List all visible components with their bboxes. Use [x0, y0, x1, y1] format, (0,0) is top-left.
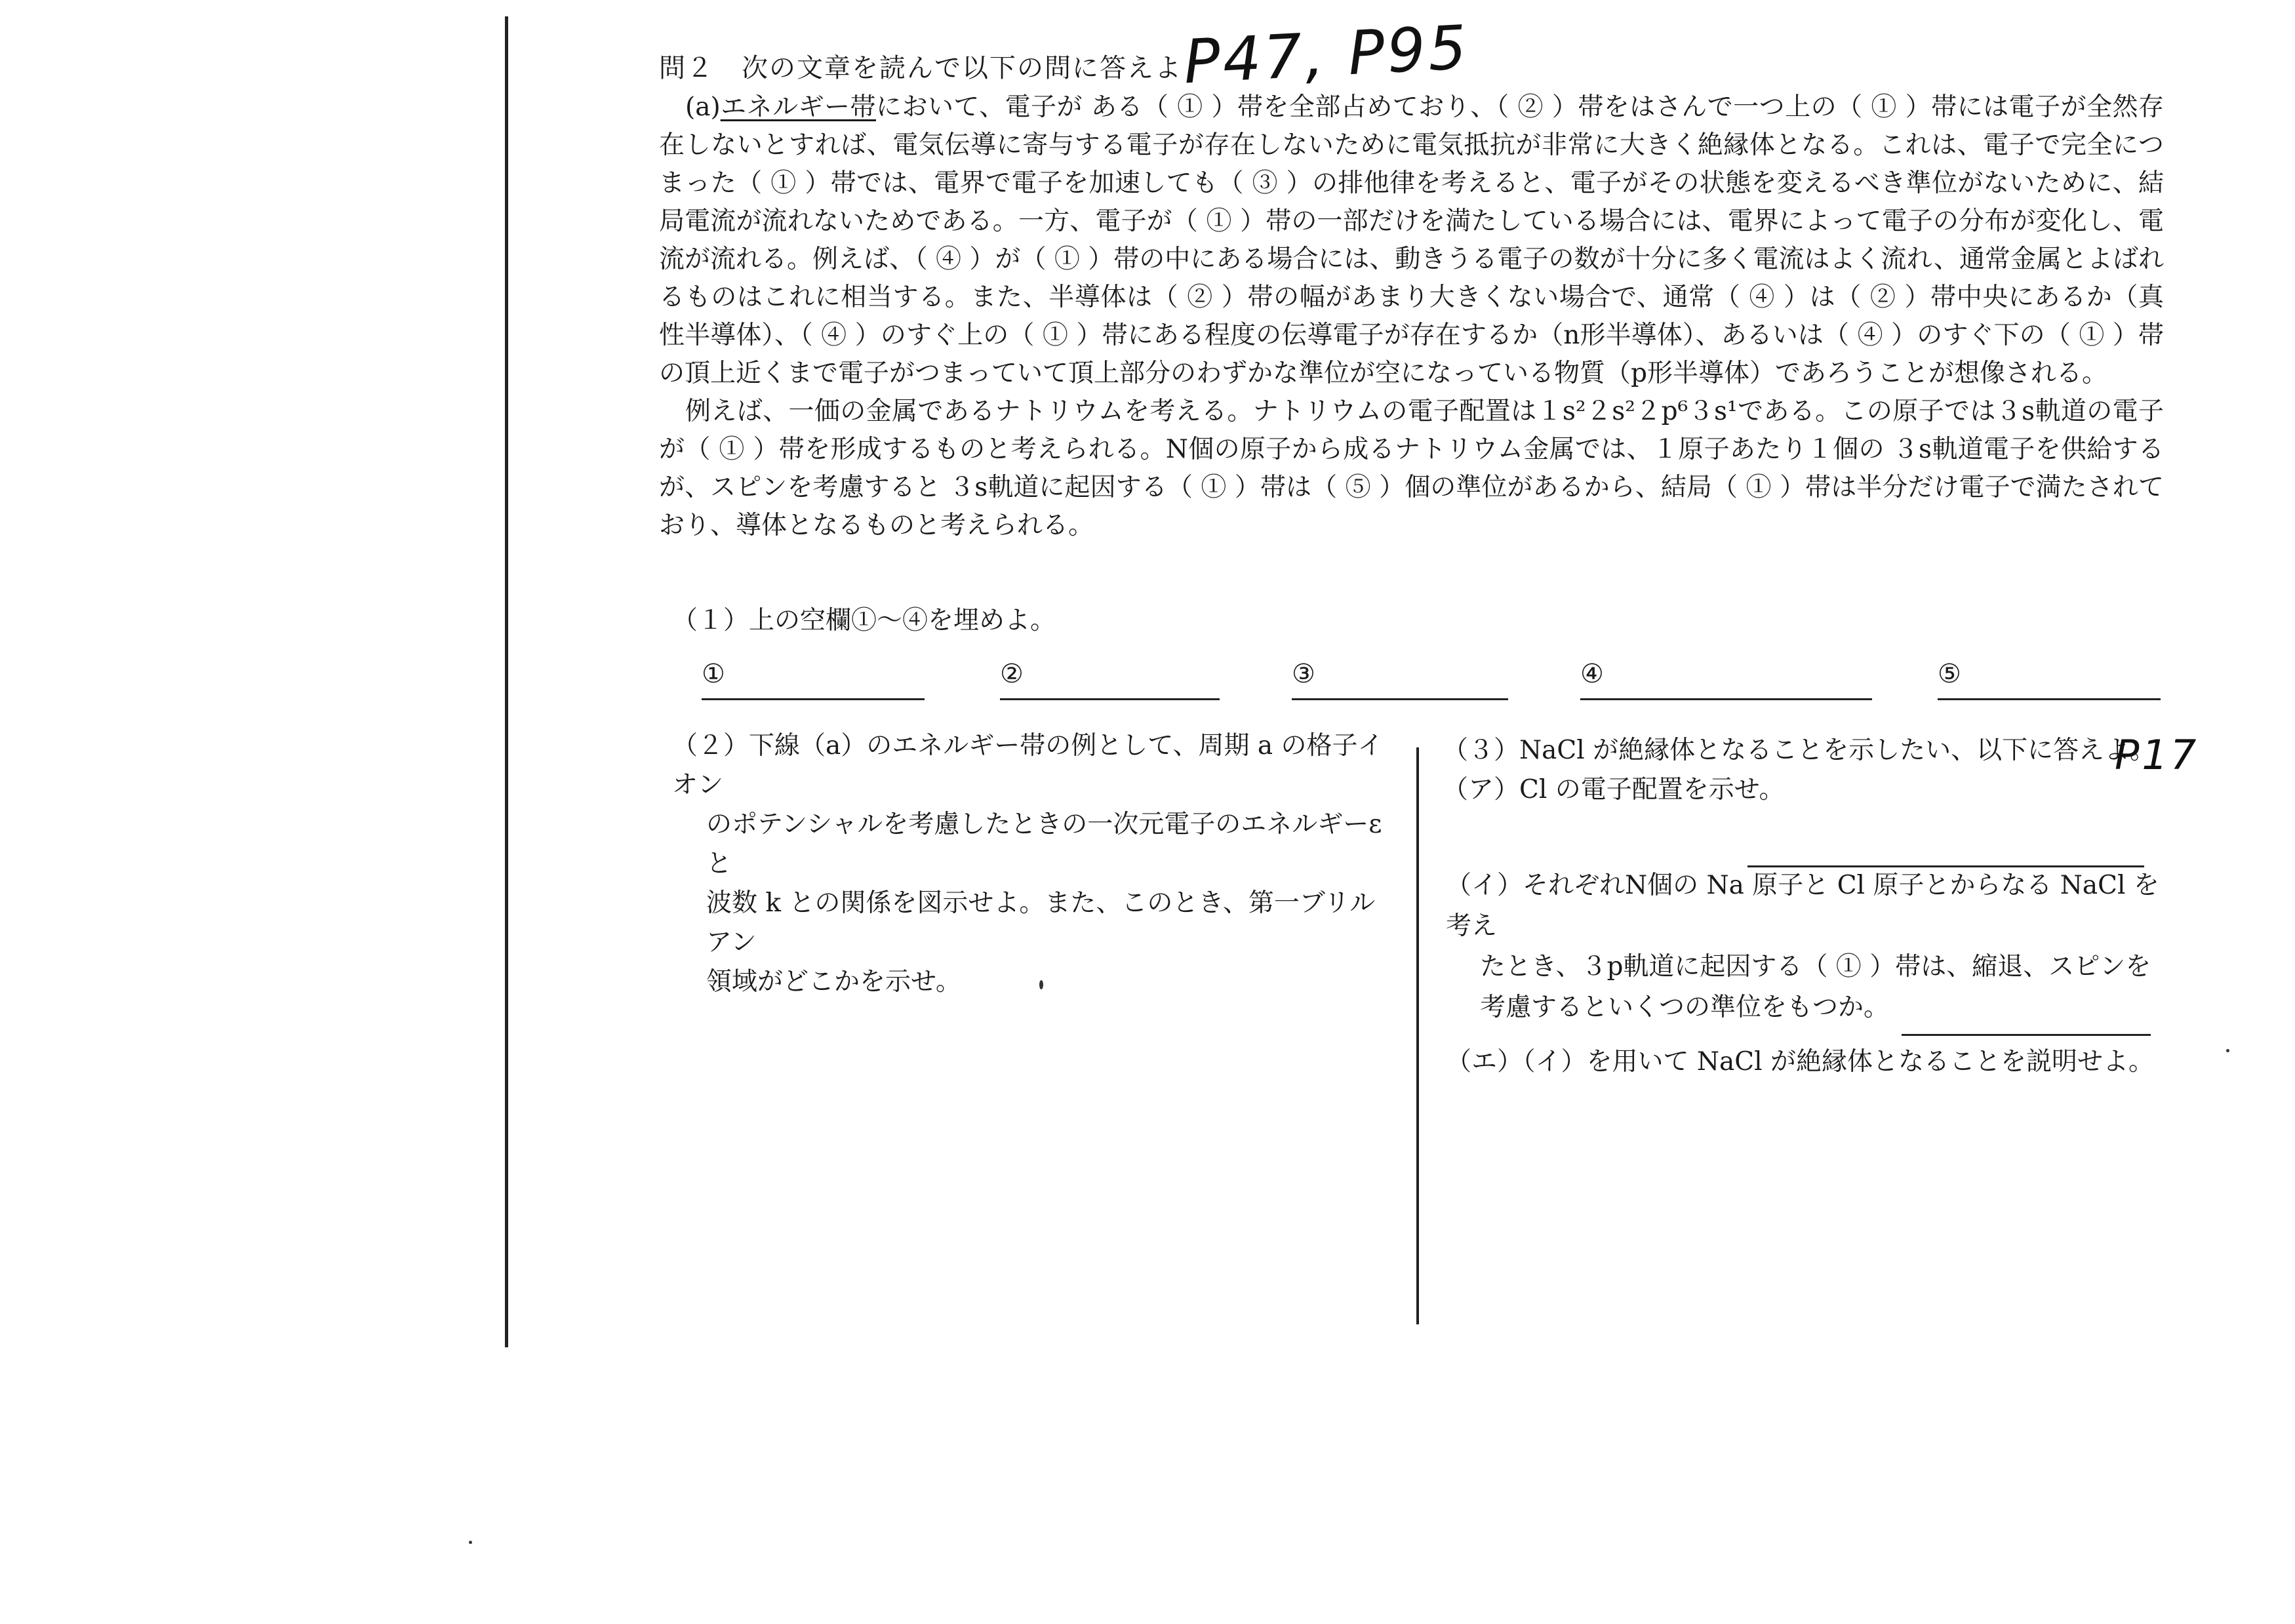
blank-label: ② — [1000, 659, 1024, 689]
answer-blank-4[interactable] — [1580, 659, 1872, 700]
answer-blank-3[interactable] — [1292, 659, 1508, 700]
blank-label: ④ — [1580, 659, 1604, 689]
answer-line-3b[interactable] — [1902, 1034, 2151, 1036]
answer-blank-2[interactable] — [1000, 659, 1220, 700]
subquestion-3-a: （ア）Cl の電子配置を示せ。 — [1443, 775, 1785, 804]
subquestion-3-b — [1446, 865, 2170, 1028]
subquestion-3-c: （エ）（イ）を用いて NaCl が絶縁体となることを説明せよ。 — [1446, 1047, 2154, 1077]
question-passage — [659, 89, 2164, 545]
subquestion-2-line-2: のポテンシャルを考慮したときの一次元電子のエネルギーε と — [706, 810, 1382, 879]
scan-speck — [1039, 980, 1043, 989]
subquestion-2-line-3: 波数 k との関係を図示せよ。また、このとき、第一ブリルアン — [706, 888, 1376, 957]
blank-label: ③ — [1292, 659, 1315, 689]
subquestion-2 — [672, 726, 1393, 1002]
question-title: 問２ 次の文章を読んで以下の問に答えよ — [659, 53, 1182, 83]
handwritten-page-note: P47, P95 — [1182, 12, 1471, 98]
passage-paragraph-1-text: において、電子が ある（ ① ）帯を全部占めており、（ ② ）帯をはさんで一つ上の（ ① ）帯には電子が全然存在しないとすれば、電気伝導に寄与する電子が存在しないために電気抵抗が非常に大きく絶縁体となる。これは、電子で完全につまった（ ① ）帯では、電界で電子を加速しても（ ③ ）の排他律を考えると、電子がその状態を変えるべき準位がないために、結局電流が流れないためである。一方、電子が（ ① ）帯の一部だけを満たしている場合には、電界によって電子の分布が変化し、電流が流れる。例えば、（ ④ ）が（ ① ）帯の中にある場合には、動きうる電子の数が十分に多く電流はよく流れ、通常金属とよばれるものはこれに相当する。また、半導体は（ ② ）帯の幅があまり大きくない場合で、通常（ ④ ）は（ ② ）帯中央にあるか（真性半導体）、（ ④ ）のすぐ上の（ ① ）帯にある程度の伝導電子が存在するか（n形半導体）、あるいは（ ④ ）のすぐ下の（ ① ）帯の頂上近くまで電子がつまっていて頂上部分のわずかな準位が空になっている物質（p形半導体）であろうことが想像される。 — [659, 92, 2164, 388]
subquestion-3-b-line-3: 考慮するといくつの準位をもつか。 — [1480, 993, 1890, 1022]
underlined-term: エネルギー帯 — [720, 92, 876, 122]
left-margin-line — [505, 16, 508, 1347]
answer-blank-1[interactable] — [702, 659, 925, 700]
passage-paragraph-1 — [659, 89, 2164, 393]
answer-blanks-row — [702, 659, 2167, 711]
subquestion-3-b-line-2: たとき、３p軌道に起因する（ ① ）帯は、縮退、スピンを — [1480, 952, 2151, 981]
subquestion-2-line-4: 領域がどこかを示せ。 — [706, 967, 961, 997]
subquestion-1: （１）上の空欄①～④を埋めよ。 — [672, 606, 1056, 635]
subquestion-2-line-1: （２）下線（a）のエネルギー帯の例として、周期 a の格子イオン — [672, 731, 1384, 800]
handwritten-page-note-right: P17 — [2115, 731, 2199, 779]
passage-paragraph-2: 例えば、一価の金属であるナトリウムを考える。ナトリウムの電子配置は１s²２s²２p⁶３s¹である。この原子では３s軌道の電子が（ ① ）帯を形成するものと考えられる。N個の原子から成るナトリウム金属では、１原子あたり１個の ３s軌道電子を供給するが、スピンを考慮すると ３s軌道に起因する（ ① ）帯は（ ⑤ ）個の準位があるから、結局（ ① ）帯は半分だけ電子で満たされており、導体となるものと考えられる。 — [659, 397, 2164, 540]
blank-label: ⑤ — [1938, 659, 1961, 689]
passage-marker: (a) — [685, 92, 721, 122]
subquestion-3-b-line-1: （イ）それぞれN個の Na 原子と Cl 原子とからなる NaCl を考え — [1446, 871, 2159, 941]
column-divider — [1416, 747, 1419, 1324]
answer-blank-5[interactable] — [1938, 659, 2161, 700]
subquestion-3-intro: （３）NaCl が絶縁体となることを示したい、以下に答えよ。 — [1443, 736, 2156, 765]
scan-speck — [2226, 1049, 2229, 1052]
blank-label: ① — [702, 659, 725, 689]
subquestion-3 — [1443, 731, 2170, 810]
scan-speck — [469, 1541, 472, 1544]
